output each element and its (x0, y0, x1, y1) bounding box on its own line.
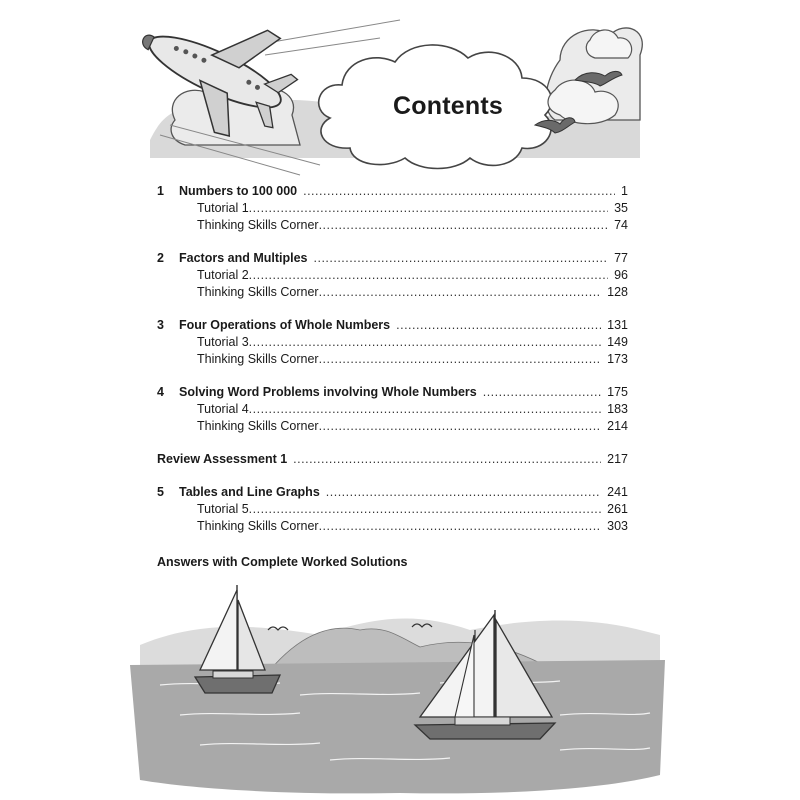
dot-leader (293, 451, 601, 468)
page-title: Contents (393, 92, 503, 120)
dot-leader (249, 334, 601, 351)
toc-entry-thinking-skills-4[interactable] (157, 418, 628, 435)
entry-title: Review Assessment 1 (157, 452, 288, 466)
entry-title: Tutorial 4 (197, 402, 249, 416)
chapter-title: Solving Word Problems involving Whole Numbers (179, 385, 477, 399)
dot-leader (319, 518, 602, 535)
dot-leader (319, 351, 602, 368)
page-number: 131 (607, 318, 628, 332)
entry-title: Thinking Skills Corner (197, 419, 319, 433)
footer-illustration (0, 575, 800, 800)
chapter-group-2 (157, 250, 628, 301)
chapter-title: Tables and Line Graphs (179, 485, 320, 499)
dot-leader (249, 401, 601, 418)
entry-title: Thinking Skills Corner (197, 352, 319, 366)
page-number: 1 (621, 184, 628, 198)
page-number: 214 (607, 419, 628, 433)
page-number: 35 (614, 201, 628, 215)
toc-entry-thinking-skills-5[interactable] (157, 518, 628, 535)
page-number: 96 (614, 268, 628, 282)
page-number: 217 (607, 452, 628, 466)
page-number: 261 (607, 502, 628, 516)
toc-entry-chapter-2[interactable] (157, 250, 628, 267)
dot-leader (319, 418, 602, 435)
toc-entry-review-assessment[interactable] (157, 451, 628, 468)
dot-leader (319, 284, 602, 301)
entry-title: Thinking Skills Corner (197, 519, 319, 533)
entry-title: Tutorial 2 (197, 268, 249, 282)
header-illustration (0, 0, 800, 180)
toc-entry-chapter-4[interactable] (157, 384, 628, 401)
toc-entry-tutorial-4[interactable] (157, 401, 628, 418)
page-number: 149 (607, 335, 628, 349)
page-number: 303 (607, 519, 628, 533)
page-number: 77 (614, 251, 628, 265)
toc-entry-chapter-5[interactable] (157, 484, 628, 501)
toc-entry-chapter-3[interactable] (157, 317, 628, 334)
chapter-number: 4 (157, 385, 164, 399)
dot-leader (249, 267, 608, 284)
chapter-number: 3 (157, 318, 164, 332)
dot-leader (303, 183, 615, 200)
entry-title: Thinking Skills Corner (197, 285, 319, 299)
table-of-contents (157, 183, 628, 551)
page-number: 173 (607, 352, 628, 366)
page-number: 183 (607, 402, 628, 416)
toc-entry-tutorial-3[interactable] (157, 334, 628, 351)
toc-entry-tutorial-1[interactable] (157, 200, 628, 217)
entry-title: Thinking Skills Corner (197, 218, 319, 232)
toc-entry-thinking-skills-2[interactable] (157, 284, 628, 301)
chapter-number: 2 (157, 251, 164, 265)
entry-title: Tutorial 3 (197, 335, 249, 349)
toc-entry-tutorial-2[interactable] (157, 267, 628, 284)
dot-leader (249, 200, 608, 217)
entry-title: Tutorial 5 (197, 502, 249, 516)
chapter-group-4 (157, 384, 628, 435)
chapter-number: 1 (157, 184, 164, 198)
chapter-title: Numbers to 100 000 (179, 184, 298, 198)
chapter-group-3 (157, 317, 628, 368)
page-number: 128 (607, 285, 628, 299)
dot-leader (483, 384, 601, 401)
chapter-group-5 (157, 484, 628, 535)
chapter-group-1 (157, 183, 628, 234)
chapter-number: 5 (157, 485, 164, 499)
review-group (157, 451, 628, 468)
chapter-title: Factors and Multiples (179, 251, 308, 265)
toc-entry-tutorial-5[interactable] (157, 501, 628, 518)
dot-leader (319, 217, 609, 234)
dot-leader (396, 317, 601, 334)
chapter-title: Four Operations of Whole Numbers (179, 318, 391, 332)
toc-entry-thinking-skills-3[interactable] (157, 351, 628, 368)
dot-leader (314, 250, 609, 267)
page-number: 74 (614, 218, 628, 232)
dot-leader (326, 484, 601, 501)
page-number: 175 (607, 385, 628, 399)
toc-entry-chapter-1[interactable] (157, 183, 628, 200)
toc-entry-answers[interactable]: Answers with Complete Worked Solutions (157, 555, 408, 569)
page-number: 241 (607, 485, 628, 499)
entry-title: Tutorial 1 (197, 201, 249, 215)
dot-leader (249, 501, 601, 518)
toc-entry-thinking-skills-1[interactable] (157, 217, 628, 234)
